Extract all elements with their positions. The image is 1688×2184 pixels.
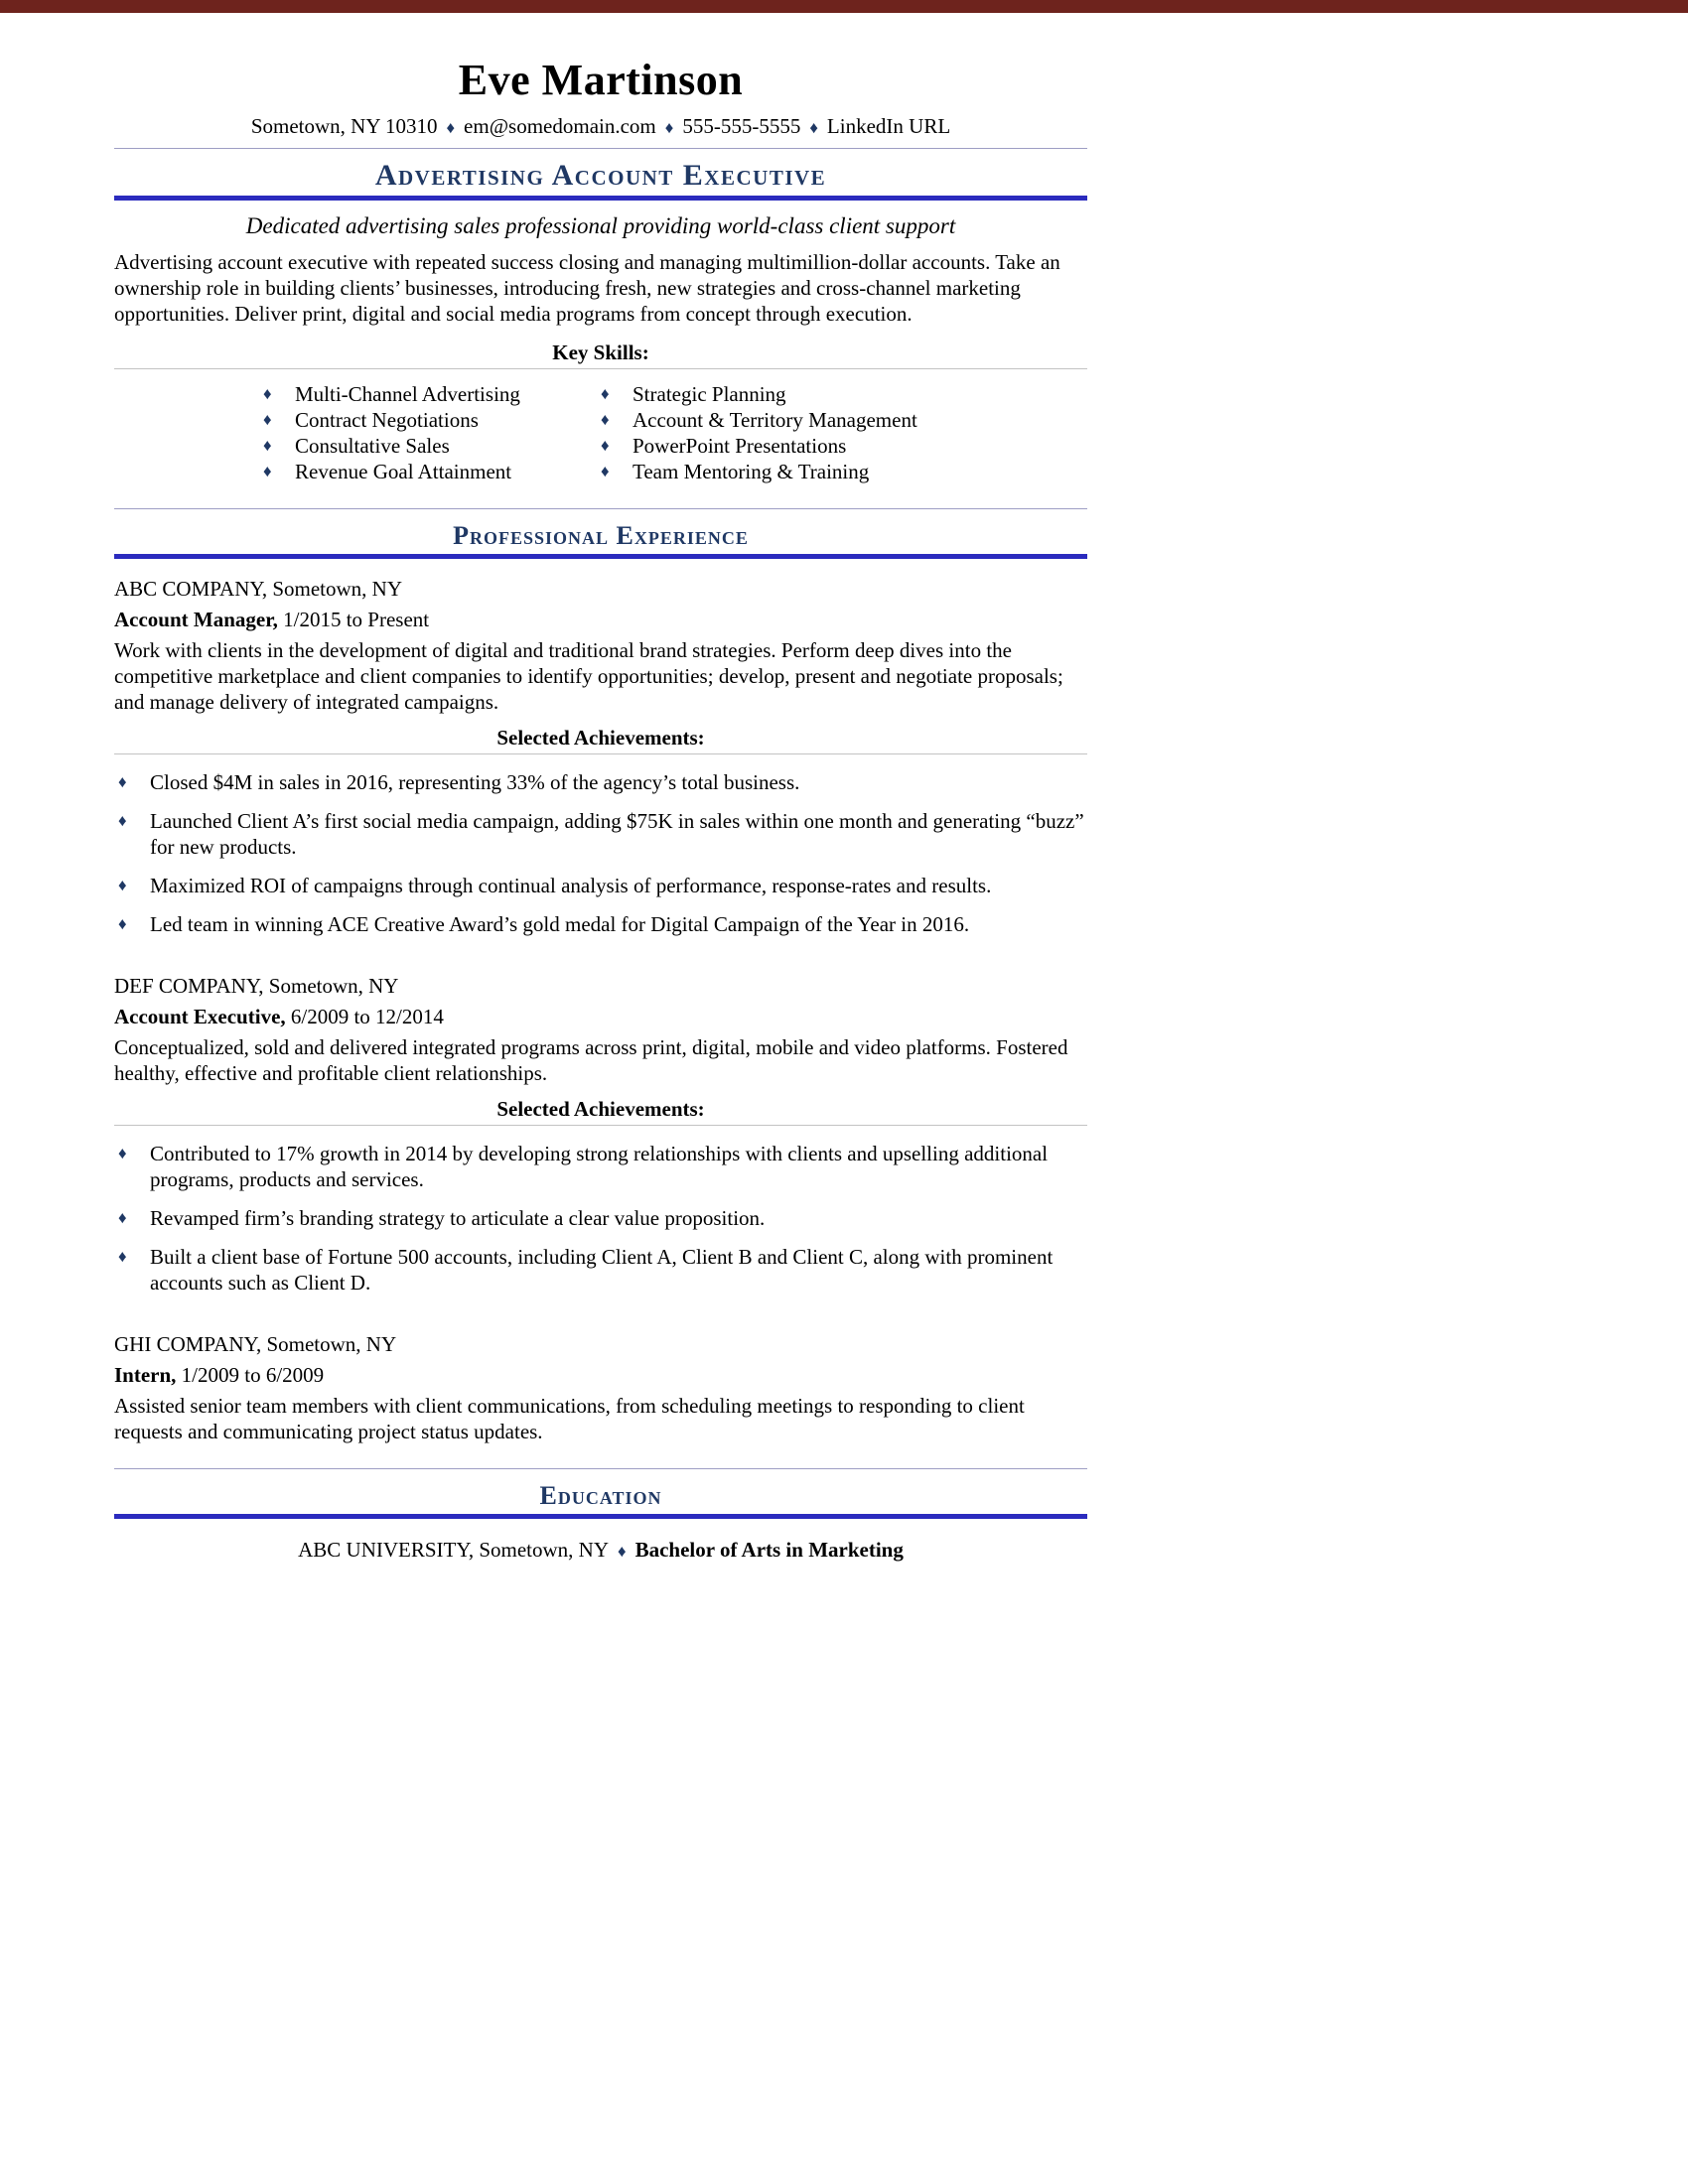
education-section xyxy=(114,1481,1087,1563)
diamond-bullet-icon: ♦ xyxy=(601,462,610,480)
education-heading: Education xyxy=(539,1481,662,1510)
achievements-heading: Selected Achievements: xyxy=(114,1096,1087,1126)
diamond-bullet-icon: ♦ xyxy=(263,436,272,455)
job-role: Account Manager, xyxy=(114,608,278,631)
skill-item xyxy=(601,459,917,484)
skill-label: Team Mentoring & Training xyxy=(633,460,870,483)
diamond-bullet-icon: ♦ xyxy=(601,384,610,403)
education-line xyxy=(114,1538,1087,1563)
skill-label: Contract Negotiations xyxy=(295,408,479,432)
skills-columns xyxy=(114,381,1087,484)
skill-item xyxy=(263,433,601,459)
skills-right-column xyxy=(601,381,917,484)
contact-line xyxy=(114,114,1087,139)
diamond-bullet-icon: ♦ xyxy=(118,1144,127,1162)
contact-linkedin: LinkedIn URL xyxy=(826,114,951,138)
skills-left-column xyxy=(263,381,601,484)
skill-label: Revenue Goal Attainment xyxy=(295,460,512,483)
skill-item xyxy=(263,407,601,433)
section-divider xyxy=(114,508,1087,509)
achievement-text: Closed $4M in sales in 2016, representing 33% of the agency’s total business. xyxy=(150,770,800,794)
diamond-separator-icon: ♦ xyxy=(446,118,456,137)
skill-item xyxy=(601,407,917,433)
diamond-bullet-icon: ♦ xyxy=(263,410,272,429)
diamond-bullet-icon: ♦ xyxy=(118,914,127,933)
tagline: Dedicated advertising sales professional providing world-class client support xyxy=(245,213,956,238)
diamond-bullet-icon: ♦ xyxy=(601,410,610,429)
skill-label: Consultative Sales xyxy=(295,434,450,458)
achievement-item xyxy=(114,1205,1087,1231)
diamond-separator-icon: ♦ xyxy=(664,118,674,137)
achievement-text: Led team in winning ACE Creative Award’s gold medal for Digital Campaign of the Year in 2016. xyxy=(150,912,970,936)
diamond-bullet-icon: ♦ xyxy=(118,1247,127,1266)
job-dates: 6/2009 to 12/2014 xyxy=(290,1005,444,1028)
job-dates: 1/2015 to Present xyxy=(283,608,430,631)
diamond-bullet-icon: ♦ xyxy=(263,462,272,480)
skill-label: PowerPoint Presentations xyxy=(633,434,847,458)
job-role-line xyxy=(114,1362,1087,1388)
achievements-list xyxy=(114,1141,1087,1296)
achievement-item xyxy=(114,911,1087,937)
key-skills-heading: Key Skills: xyxy=(114,341,1087,369)
job-entry xyxy=(114,576,1087,937)
achievement-text: Contributed to 17% growth in 2014 by developing strong relationships with clients and upselling additional programs, products and services. xyxy=(150,1142,1049,1191)
skill-label: Strategic Planning xyxy=(633,382,786,406)
diamond-bullet-icon: ♦ xyxy=(118,811,127,830)
achievement-text: Built a client base of Fortune 500 accounts, including Client A, Client B and Client C, along with prominent accounts such as Client D. xyxy=(150,1245,1054,1295)
skill-item xyxy=(601,433,917,459)
job-role-line xyxy=(114,607,1087,632)
skill-item xyxy=(263,381,601,407)
resume-document xyxy=(114,13,1087,1563)
job-role: Intern, xyxy=(114,1363,177,1387)
job-description: Conceptualized, sold and delivered integrated programs across print, digital, mobile and video platforms. Fostered healthy, effective and profitable client relationships. xyxy=(114,1035,1068,1085)
section-divider xyxy=(114,1468,1087,1469)
experience-rule xyxy=(114,554,1087,559)
title-rule xyxy=(114,196,1087,201)
diamond-bullet-icon: ♦ xyxy=(263,384,272,403)
achievements-list xyxy=(114,769,1087,937)
skill-item xyxy=(263,459,601,484)
achievements-heading: Selected Achievements: xyxy=(114,725,1087,754)
job-role-line xyxy=(114,1004,1087,1029)
skill-item xyxy=(601,381,917,407)
contact-location: Sometown, NY 10310 xyxy=(250,114,438,138)
experience-section xyxy=(114,521,1087,1444)
job-entry xyxy=(114,973,1087,1296)
job-description: Assisted senior team members with client communications, from scheduling meetings to responding to client requests and communicating project status updates. xyxy=(114,1394,1025,1443)
page-top-border xyxy=(0,0,1688,13)
diamond-separator-icon: ♦ xyxy=(809,118,818,137)
resume-title: Advertising Account Executive xyxy=(374,159,827,192)
resume-header xyxy=(114,55,1087,327)
summary-paragraph: Advertising account executive with repeated success closing and managing multimillion-dollar accounts. Take an ownership role in building clients’ businesses, introducing fresh, new strategies and cross-channel marketing opportunities. Deliver print, digital and social media programs from concept through execution. xyxy=(114,250,1060,326)
achievement-item xyxy=(114,769,1087,795)
job-entry xyxy=(114,1331,1087,1444)
key-skills-section xyxy=(114,341,1087,484)
diamond-bullet-icon: ♦ xyxy=(118,1208,127,1227)
job-company: GHI COMPANY, Sometown, NY xyxy=(114,1332,397,1356)
job-dates: 1/2009 to 6/2009 xyxy=(181,1363,325,1387)
job-role: Account Executive, xyxy=(114,1005,286,1028)
achievement-item xyxy=(114,1141,1087,1192)
achievement-text: Revamped firm’s branding strategy to articulate a clear value proposition. xyxy=(150,1206,766,1230)
achievement-item xyxy=(114,1244,1087,1296)
diamond-bullet-icon: ♦ xyxy=(118,876,127,894)
contact-phone: 555-555-5555 xyxy=(682,114,801,138)
header-divider xyxy=(114,148,1087,149)
candidate-name: Eve Martinson xyxy=(458,56,744,104)
experience-heading: Professional Experience xyxy=(453,521,749,550)
diamond-separator-icon: ♦ xyxy=(618,1542,627,1561)
skill-label: Account & Territory Management xyxy=(633,408,917,432)
diamond-bullet-icon: ♦ xyxy=(118,772,127,791)
job-company: DEF COMPANY, Sometown, NY xyxy=(114,974,399,998)
job-description: Work with clients in the development of digital and traditional brand strategies. Perform deep dives into the competitive marketplace and client companies to identify opportunities; develop, present and negotiate proposals; and manage delivery of integrated campaigns. xyxy=(114,638,1063,714)
achievement-text: Launched Client A’s first social media campaign, adding $75K in sales within one month and generating “buzz” for new products. xyxy=(150,809,1084,859)
job-company: ABC COMPANY, Sometown, NY xyxy=(114,577,402,601)
achievement-item xyxy=(114,808,1087,860)
contact-email: em@somedomain.com xyxy=(464,114,656,138)
achievement-text: Maximized ROI of campaigns through continual analysis of performance, response-rates and results. xyxy=(150,874,992,897)
education-rule xyxy=(114,1514,1087,1519)
skill-label: Multi-Channel Advertising xyxy=(295,382,520,406)
diamond-bullet-icon: ♦ xyxy=(601,436,610,455)
achievement-item xyxy=(114,873,1087,898)
education-degree: Bachelor of Arts in Marketing xyxy=(634,1538,904,1562)
education-school: ABC UNIVERSITY, Sometown, NY xyxy=(298,1538,610,1562)
